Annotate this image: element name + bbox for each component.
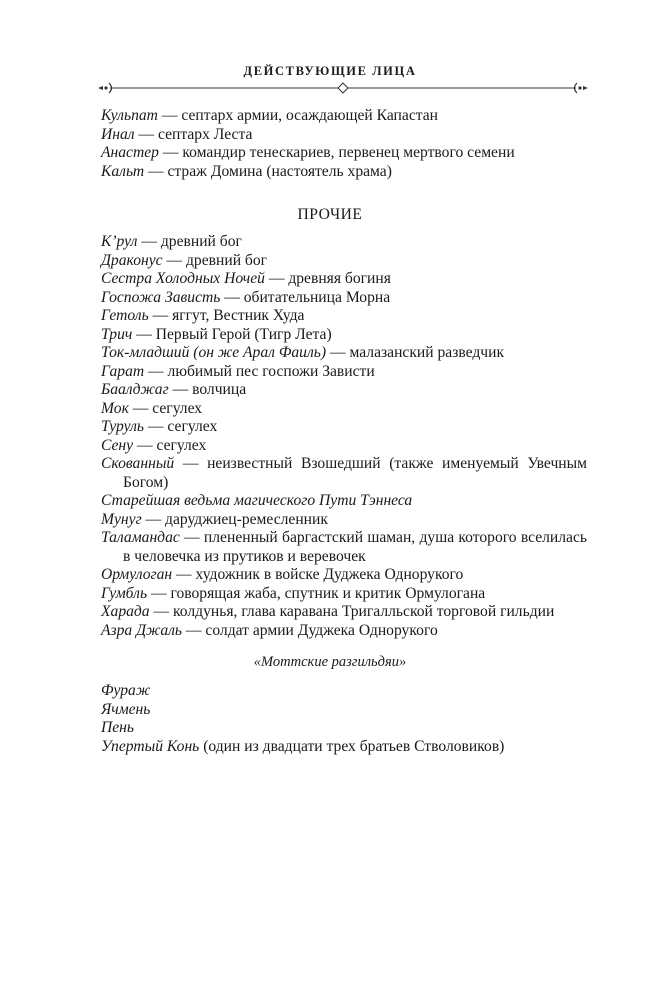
ornamental-rule [96,80,590,96]
separator: — [162,251,186,269]
character-entry [101,529,587,566]
character-entry [101,252,587,271]
character-description: септарх армии, осаждающей Капастан [181,107,439,124]
character-entry [101,107,587,126]
character-description: яггут, Вестник Худа [172,307,305,324]
others-entries [101,233,587,640]
character-name: Мок [101,399,129,417]
character-name: Ячмень [101,700,151,718]
character-name: Госпожа Зависть [101,288,221,306]
character-description: плененный баргастский шаман, душа которого вселилась в человечка из прутиков и веревочек [123,529,588,565]
character-name: Драконус [101,251,163,269]
separator: — [144,162,168,180]
character-description: древняя богиня [288,270,391,287]
separator: — [147,584,171,602]
section-heading-others: ПРОЧИЕ [297,206,363,223]
character-description: сегулех [167,418,218,435]
character-description: обитательница Морна [243,288,391,306]
character-entry [101,344,587,363]
character-name: Азра Джаль [101,621,183,639]
character-description: командир тенескариев, первенец мертвого семени [182,144,515,161]
character-entry [101,400,587,419]
separator: — [141,510,166,528]
character-entry [101,289,587,308]
character-name: Гарат [101,362,145,380]
separator: — [326,344,350,361]
character-entry [101,381,587,400]
character-name: Гумбль [101,584,148,602]
separator: — [128,399,153,417]
character-description: сегулех [156,436,207,454]
separator: — [137,233,161,250]
character-description: даруджиец-ремесленник [165,510,328,528]
character-name: Скованный [101,455,175,472]
character-name: Ток-младший (он же Арал Фаиль) [101,344,327,361]
character-description: септарх Леста [157,125,253,143]
character-entry [101,701,587,720]
character-entry [101,418,587,437]
top-entries [101,107,587,181]
character-name: Кульпат [101,107,158,124]
character-description: малазанский разведчик [349,344,505,361]
character-entry [101,738,587,757]
character-description: любимый пес госпожи Зависти [167,362,375,380]
character-entry [101,326,587,345]
separator: — [132,325,156,343]
separator: — [149,603,173,620]
character-description: Первый Герой (Тигр Лета) [155,325,332,343]
separator: — [174,455,208,472]
character-name: Инал [101,125,135,143]
character-description: волчица [192,381,247,398]
character-entry [101,492,587,511]
character-name: Туруль [101,418,145,435]
character-name: Кальт [101,162,145,180]
separator: — [148,307,173,324]
character-name: Гетоль [101,307,149,324]
separator: — [220,288,244,306]
character-entry [101,126,587,145]
character-name: Пень [101,719,135,736]
character-description: страж Домина (настоятель храма) [167,162,392,180]
character-entry [101,307,587,326]
character-name: Баалджаг [101,381,169,398]
separator: — [157,107,182,124]
character-name: Ормулоган [101,566,173,583]
character-name: Мунуг [101,510,142,528]
character-description: (один из двадцати трех братьев Стволовиков) [203,737,505,755]
character-entry [101,363,587,382]
separator: — [168,381,193,398]
character-entry [101,270,587,289]
character-description: древний бог [160,233,242,250]
character-name: Старейшая ведьма магического Пути Тэннеса [101,492,413,509]
section-heading-mott: «Моттские разгильдяи» [253,654,407,670]
character-entry [101,566,587,585]
separator: — [144,418,168,435]
character-entry [101,622,587,641]
character-name: Сену [101,436,134,454]
separator: — [264,270,289,287]
character-entry [101,585,587,604]
character-name: Фураж [101,682,151,699]
separator: — [182,621,206,639]
character-entry [101,233,587,252]
character-entry [101,455,587,492]
character-description: неизвестный Взошедший (также именуемый Увечным Богом) [123,455,587,491]
separator: — [134,125,158,143]
character-name: Харада [101,603,150,620]
character-description: художник в войске Дуджека Однорукого [195,566,464,583]
character-entry [101,511,587,530]
character-name: К’рул [101,233,138,250]
character-description: древний бог [185,251,268,269]
character-entry [101,437,587,456]
separator: — [172,566,196,583]
separator: — [133,436,157,454]
character-description: солдат армии Дуджека Однорукого [205,621,438,639]
character-name: Сестра Холодных Ночей [101,270,265,287]
separator: — [144,362,168,380]
character-entry [101,144,587,163]
character-name: Упертый Конь [101,737,200,755]
mott-entries [101,682,587,756]
character-description: колдунья, глава каравана Тригалльской торговой гильдии [173,603,555,620]
character-entry [101,719,587,738]
character-entry [101,163,587,182]
separator: — [158,144,183,161]
character-description: говорящая жаба, спутник и критик Ормулогана [170,584,486,602]
character-name: Трич [101,325,133,343]
separator: — [179,529,204,546]
character-name: Таламандас [101,529,180,546]
character-entry [101,603,587,622]
character-description: сегулех [152,399,203,417]
character-entry [101,682,587,701]
running-head: ДЕЙСТВУЮЩИЕ ЛИЦА [243,64,417,78]
character-name: Анастер [101,144,159,161]
